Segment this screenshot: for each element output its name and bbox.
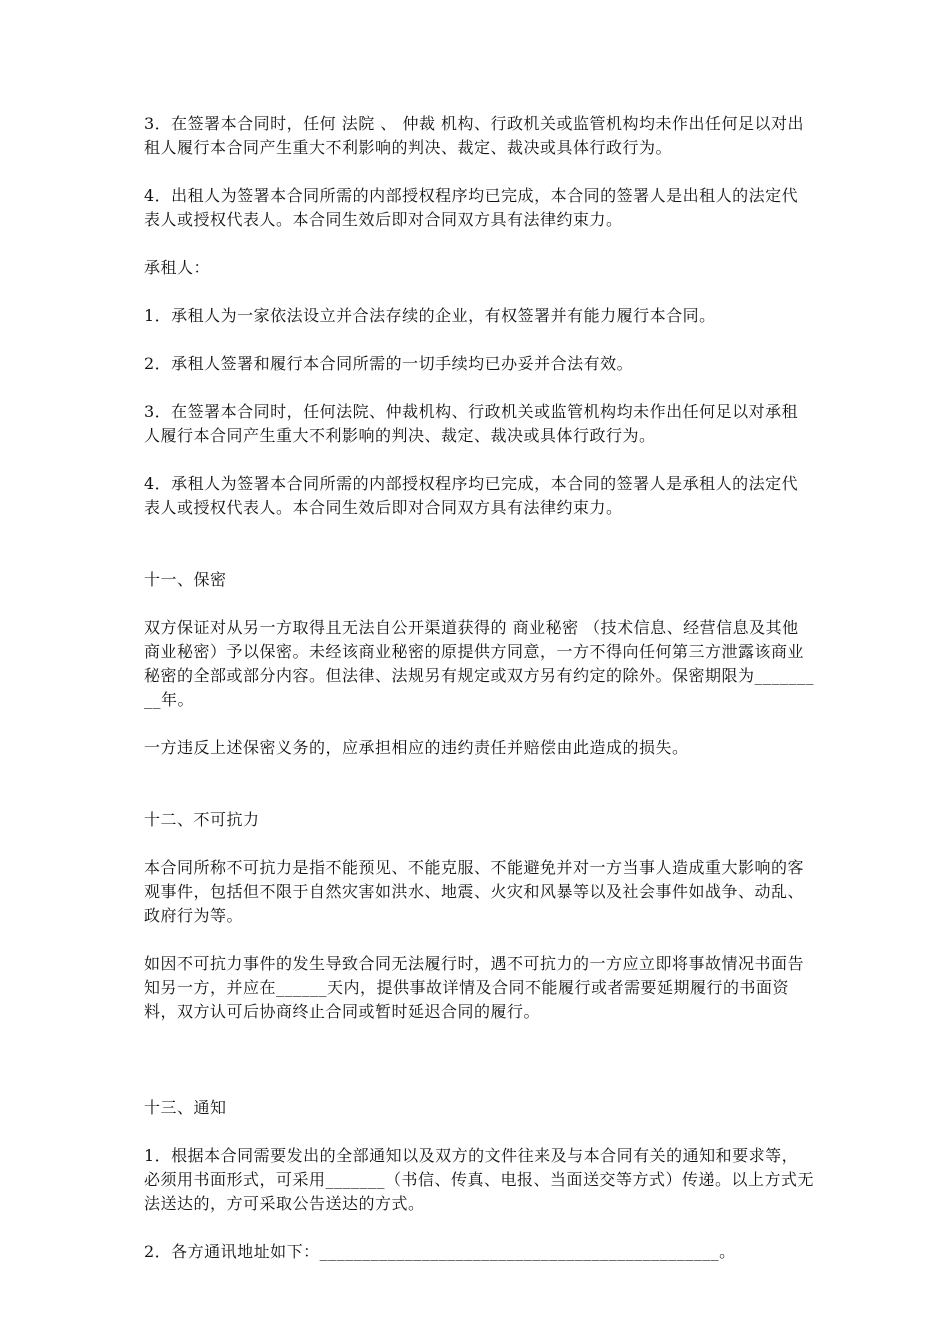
notice-heading: 十三、通知	[144, 1098, 227, 1117]
spacer	[144, 544, 814, 568]
lessee-clause-1: 1．承租人为一家依法设立并合法存续的企业，有权签署并有能力履行本合同。	[144, 306, 716, 325]
force-majeure-paragraph-1: 本合同所称不可抗力是指不能预见、不能克服、不能避免并对一方当事人造成重大影响的客观事件，包括但不限于自然灾害如洪水、地震、火灾和风暴等以及社会事件如战争、动乱、政府行为等。	[144, 858, 805, 925]
confidentiality-paragraph-2: 一方违反上述保密义务的，应承担相应的违约责任并赔偿由此造成的损失。	[144, 738, 689, 757]
lessee-clause-3: 3．在签署本合同时，任何法院、仲裁机构、行政机关或监管机构均未作出任何足以对承租人履行本合同产生重大不利影响的判决、裁定、裁决或具体行政行为。	[144, 402, 799, 445]
confidentiality-paragraph-1: 双方保证对从另一方取得且无法自公开渠道获得的 商业秘密 （技术信息、经营信息及其他商业秘密）予以保密。未经该商业秘密的原提供方同意，一方不得向任何第三方泄露该商业秘密的全部或部分内容。但法律、法规另有规定或双方另有约定的除外。保密期限为_________年。	[144, 618, 815, 709]
document-page	[144, 112, 814, 1288]
lessee-clause-2: 2．承租人签署和履行本合同所需的一切手续均已办妥并合法有效。	[144, 354, 634, 373]
spacer	[144, 784, 814, 808]
notice-clause-1: 1．根据本合同需要发出的全部通知以及双方的文件往来及与本合同有关的通知和要求等，必须用书面形式，可采用_______（书信、传真、电报、当面送交等方式）传递。以上方式无法送达的，方可采取公告送达的方式。	[144, 1146, 815, 1213]
confidentiality-heading: 十一、保密	[144, 570, 227, 589]
force-majeure-heading: 十二、不可抗力	[144, 810, 260, 829]
spacer	[144, 1048, 814, 1096]
lessor-clause-3: 3．在签署本合同时，任何 法院 、 仲裁 机构、行政机关或监管机构均未作出任何足以对出租人履行本合同产生重大不利影响的判决、裁定、裁决或具体行政行为。	[144, 114, 805, 157]
lessee-heading: 承租人：	[144, 258, 211, 277]
lessee-clause-4: 4．承租人为签署本合同所需的内部授权程序均已完成，本合同的签署人是承租人的法定代表人或授权代表人。本合同生效后即对合同双方具有法律约束力。	[144, 474, 799, 517]
notice-clause-2: 2．各方通讯地址如下：_______________________________________________。	[144, 1242, 736, 1261]
lessor-clause-4: 4．出租人为签署本合同所需的内部授权程序均已完成，本合同的签署人是出租人的法定代表人或授权代表人。本合同生效后即对合同双方具有法律约束力。	[144, 186, 799, 229]
force-majeure-paragraph-2: 如因不可抗力事件的发生导致合同无法履行时，遇不可抗力的一方应立即将事故情况书面告知另一方，并应在______天内，提供事故详情及合同不能履行或者需要延期履行的书面资料，双方认可后协商终止合同或暂时延迟合同的履行。	[144, 954, 805, 1021]
